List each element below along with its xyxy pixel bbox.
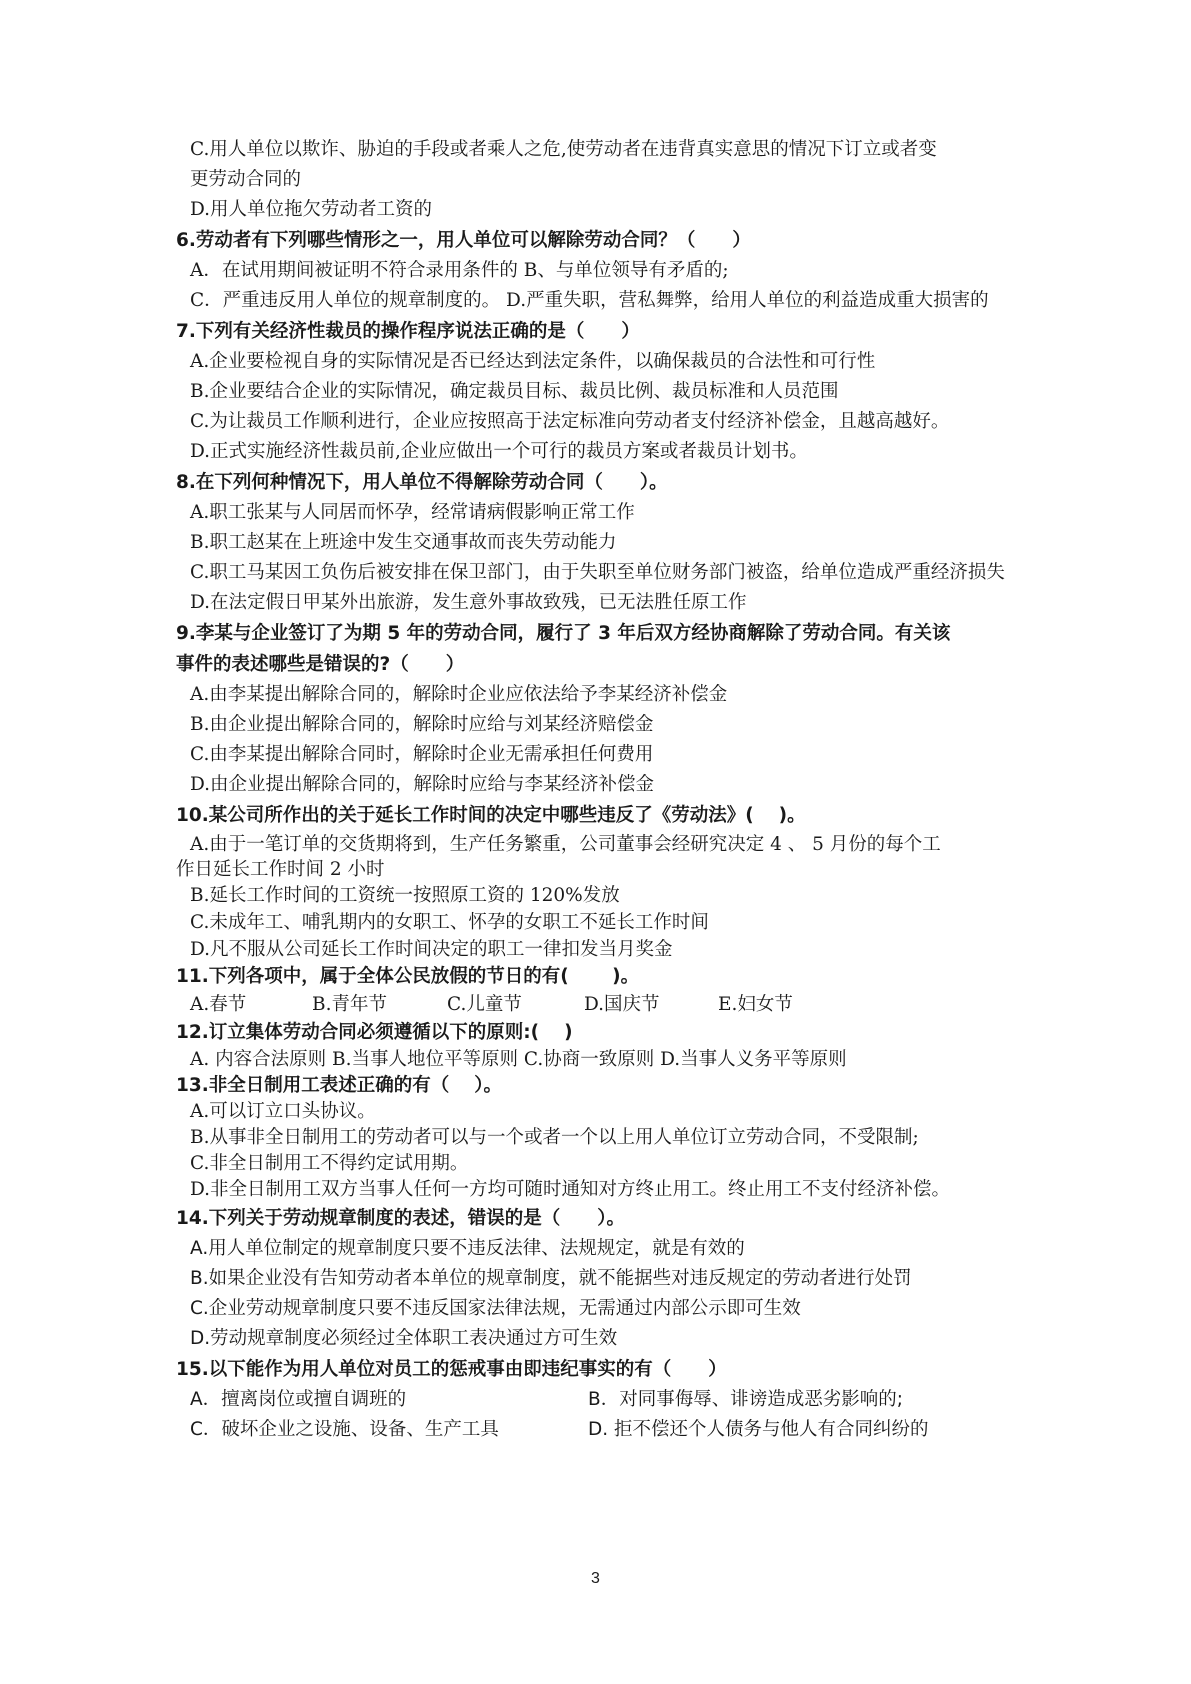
q5-option-c-line2: 更劳动合同的 xyxy=(190,169,302,190)
q13-option-b: B.从事非全日制用工的劳动者可以与一个或者一个以上用人单位订立劳动合同，不受限制; xyxy=(190,1127,919,1148)
q9-option-c: C.由李某提出解除合同时，解除时企业无需承担任何费用 xyxy=(190,744,654,765)
q15-options-row1 xyxy=(176,1385,1056,1415)
q5-option-d: D.用人单位拖欠劳动者工资的 xyxy=(190,199,433,220)
page-number: 3 xyxy=(591,1570,600,1587)
q14-title: 14.下列关于劳动规章制度的表述，错误的是（ ）。 xyxy=(176,1208,626,1229)
q9-option-a: A.由李某提出解除合同的，解除时企业应依法给予李某经济补偿金 xyxy=(190,684,728,705)
q7-title: 7.下列有关经济性裁员的操作程序说法正确的是（ ） xyxy=(176,321,640,342)
q11-options xyxy=(176,991,1056,1019)
q11-option-c: C.儿童节 xyxy=(447,994,522,1015)
q14-option-b: B.如果企业没有告知劳动者本单位的规章制度，就不能据些对违反规定的劳动者进行处罚 xyxy=(190,1268,912,1289)
q15-option-a: A．擅离岗位或擅自调班的 xyxy=(190,1389,407,1410)
q15-option-c: C．破坏企业之设施、设备、生产工具 xyxy=(190,1419,499,1440)
q13-option-c: C.非全日制用工不得约定试用期。 xyxy=(190,1153,469,1174)
q11-option-d: D.国庆节 xyxy=(584,994,660,1015)
q8-option-c: C.职工马某因工负伤后被安排在保卫部门，由于失职至单位财务部门被盗，给单位造成严重经济损失 xyxy=(190,562,1005,583)
q13-option-d: D.非全日制用工双方当事人任何一方均可随时通知对方终止用工。终止用工不支付经济补偿。 xyxy=(190,1179,951,1200)
q7-option-d: D.正式实施经济性裁员前,企业应做出一个可行的裁员方案或者裁员计划书。 xyxy=(190,441,808,462)
question-list xyxy=(176,135,1056,1445)
q11-option-e: E.妇女节 xyxy=(718,994,793,1015)
q9-title-line1: 9.李某与企业签订了为期 5 年的劳动合同，履行了 3 年后双方经协商解除了劳动合同。有关该 xyxy=(176,623,951,644)
q8-option-d: D.在法定假日甲某外出旅游，发生意外事故致残，已无法胜任原工作 xyxy=(190,592,747,613)
q8-title: 8.在下列何种情况下，用人单位不得解除劳动合同（ ）。 xyxy=(176,472,668,493)
q10-option-a-line1: A.由于一笔订单的交货期将到，生产任务繁重，公司董事会经研究决定 4 、 5 月份的每个工 xyxy=(190,834,941,855)
q12-options: A. 内容合法原则 B.当事人地位平等原则 C.协商一致原则 D.当事人义务平等原则 xyxy=(190,1049,847,1070)
q10-option-d: D.凡不服从公司延长工作时间决定的职工一律扣发当月奖金 xyxy=(190,939,673,960)
q12-title: 12.订立集体劳动合同必须遵循以下的原则:( ) xyxy=(176,1022,573,1043)
q13-option-a: A.可以订立口头协议。 xyxy=(190,1101,376,1122)
q9-option-d: D.由企业提出解除合同的，解除时应给与李某经济补偿金 xyxy=(190,774,655,795)
q15-option-b: B．对同事侮辱、诽谤造成恶劣影响的; xyxy=(588,1389,903,1410)
q10-option-a-line2: 作日延长工作时间 2 小时 xyxy=(176,859,385,880)
q7-option-a: A.企业要检视自身的实际情况是否已经达到法定条件，以确保裁员的合法性和可行性 xyxy=(190,351,876,372)
q7-option-b: B.企业要结合企业的实际情况，确定裁员目标、裁员比例、裁员标准和人员范围 xyxy=(190,381,839,402)
q10-option-b: B.延长工作时间的工资统一按照原工资的 120%发放 xyxy=(190,885,620,906)
q9-option-b: B.由企业提出解除合同的，解除时应给与刘某经济赔偿金 xyxy=(190,714,654,735)
q10-title: 10.某公司所作出的关于延长工作时间的决定中哪些违反了《劳动法》( )。 xyxy=(176,805,806,826)
q9-title-line2: 事件的表述哪些是错误的?（ ） xyxy=(176,654,465,675)
q14-option-d: D.劳动规章制度必须经过全体职工表决通过方可生效 xyxy=(190,1328,618,1349)
q11-option-a: A.春节 xyxy=(190,994,247,1015)
q15-option-d: D. 拒不偿还个人债务与他人有合同纠纷的 xyxy=(588,1419,929,1440)
q6-options-line2: C．严重违反用人单位的规章制度的。 D.严重失职，营私舞弊，给用人单位的利益造成重大损害的 xyxy=(190,290,989,311)
q8-option-b: B.职工赵某在上班途中发生交通事故而丧失劳动能力 xyxy=(190,532,617,553)
q7-option-c: C.为让裁员工作顺利进行，企业应按照高于法定标准向劳动者支付经济补偿金，且越高越好。 xyxy=(190,411,950,432)
q11-title: 11.下列各项中，属于全体公民放假的节日的有( )。 xyxy=(176,966,640,987)
q6-options-line1: A．在试用期间被证明不符合录用条件的 B、与单位领导有矛盾的; xyxy=(190,260,729,281)
q6-title: 6.劳动者有下列哪些情形之一，用人单位可以解除劳动合同？（ ） xyxy=(176,230,751,251)
q14-option-a: A.用人单位制定的规章制度只要不违反法律、法规规定，就是有效的 xyxy=(190,1238,745,1259)
q5-option-c-line1: C.用人单位以欺诈、胁迫的手段或者乘人之危,使劳动者在违背真实意思的情况下订立或者变 xyxy=(190,139,937,160)
q15-title: 15.以下能作为用人单位对员工的惩戒事由即违纪事实的有（ ） xyxy=(176,1359,727,1380)
q15-options-row2 xyxy=(176,1415,1056,1445)
q8-option-a: A.职工张某与人同居而怀孕，经常请病假影响正常工作 xyxy=(190,502,635,523)
q11-option-b: B.青年节 xyxy=(312,994,387,1015)
q14-option-c: C.企业劳动规章制度只要不违反国家法律法规，无需通过内部公示即可生效 xyxy=(190,1298,801,1319)
q13-title: 13.非全日制用工表述正确的有（ ）。 xyxy=(176,1075,502,1096)
q10-option-c: C.未成年工、哺乳期内的女职工、怀孕的女职工不延长工作时间 xyxy=(190,912,709,933)
